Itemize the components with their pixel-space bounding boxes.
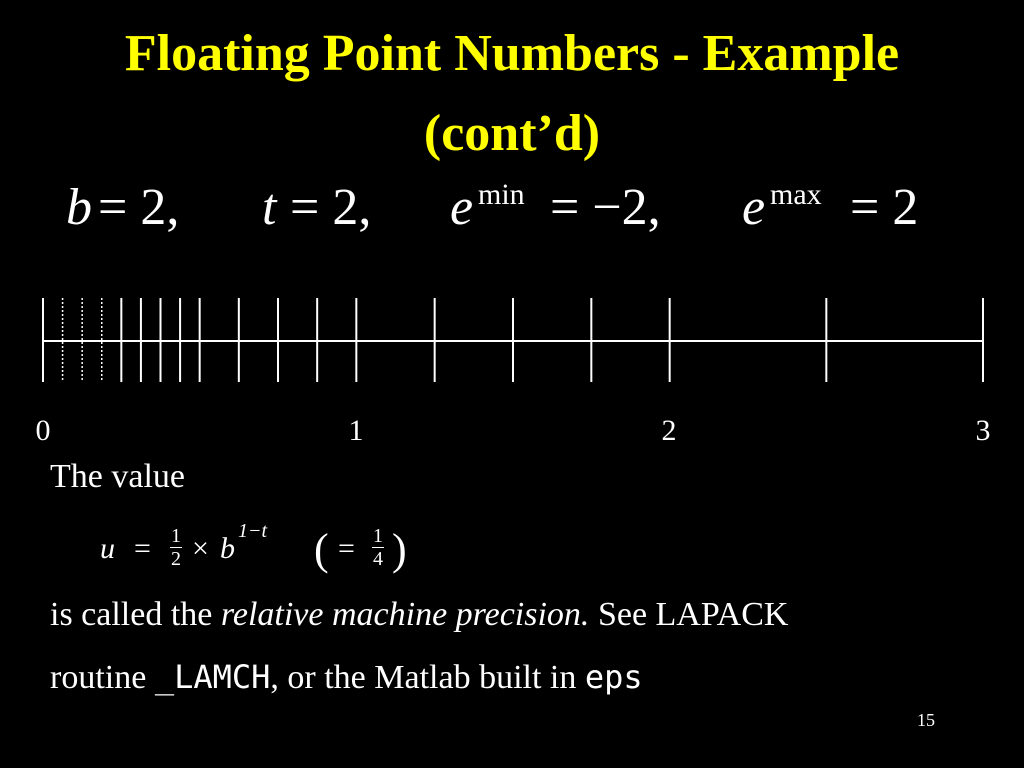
t-equals: = 2, xyxy=(290,179,372,236)
slide-title-line1: Floating Point Numbers - Example xyxy=(124,25,900,82)
parameter-equation xyxy=(0,178,1024,248)
half-denominator: 2 xyxy=(171,548,181,570)
slide-number: 15 xyxy=(917,710,935,730)
tick-label-0: 0 xyxy=(35,414,51,447)
quarter-numerator: 1 xyxy=(373,525,383,547)
quarter-denominator: 4 xyxy=(373,548,383,570)
slide-title-line2: (cont’d) xyxy=(423,105,601,162)
u-variable: u xyxy=(100,532,115,565)
exponent: 1−t xyxy=(238,520,268,542)
emin-equals: = −2, xyxy=(550,179,661,236)
text-see-lapack: See LAPACK xyxy=(589,596,789,633)
formula-equals: = xyxy=(134,532,151,565)
code-eps: eps xyxy=(584,658,643,696)
text-relative-precision xyxy=(50,596,788,634)
number-line xyxy=(0,290,1024,400)
tick-label-3: 3 xyxy=(975,414,991,447)
paren-close: ) xyxy=(392,525,407,574)
text-matlab-built-in: , or the Matlab built in xyxy=(270,659,585,696)
tick-label-1: 1 xyxy=(348,414,364,447)
b-variable: b xyxy=(66,179,92,236)
emin-subscript: min xyxy=(478,178,525,211)
tick-label-2: 2 xyxy=(661,414,677,447)
b-equals: = 2, xyxy=(98,179,180,236)
half-numerator: 1 xyxy=(171,525,181,547)
t-variable: t xyxy=(262,179,277,236)
text-routine: routine xyxy=(50,659,155,696)
emax-variable: e xyxy=(742,179,766,236)
text-the-value: The value xyxy=(50,458,185,495)
half-fraction xyxy=(170,526,182,569)
emax-subscript: max xyxy=(770,178,822,211)
text-relative-machine-precision: relative machine precision. xyxy=(220,596,590,633)
quarter-fraction xyxy=(372,526,384,569)
emax-equals: = 2 xyxy=(850,179,919,236)
times-sign: × xyxy=(192,532,209,565)
formula-equals-2: = xyxy=(338,532,355,565)
text-is-called: is called the xyxy=(50,596,221,633)
emin-variable: e xyxy=(450,179,474,236)
code-lamch: _LAMCH xyxy=(154,658,271,696)
paren-open: ( xyxy=(314,525,329,574)
b-base: b xyxy=(220,532,235,565)
text-routine-line xyxy=(50,658,643,697)
